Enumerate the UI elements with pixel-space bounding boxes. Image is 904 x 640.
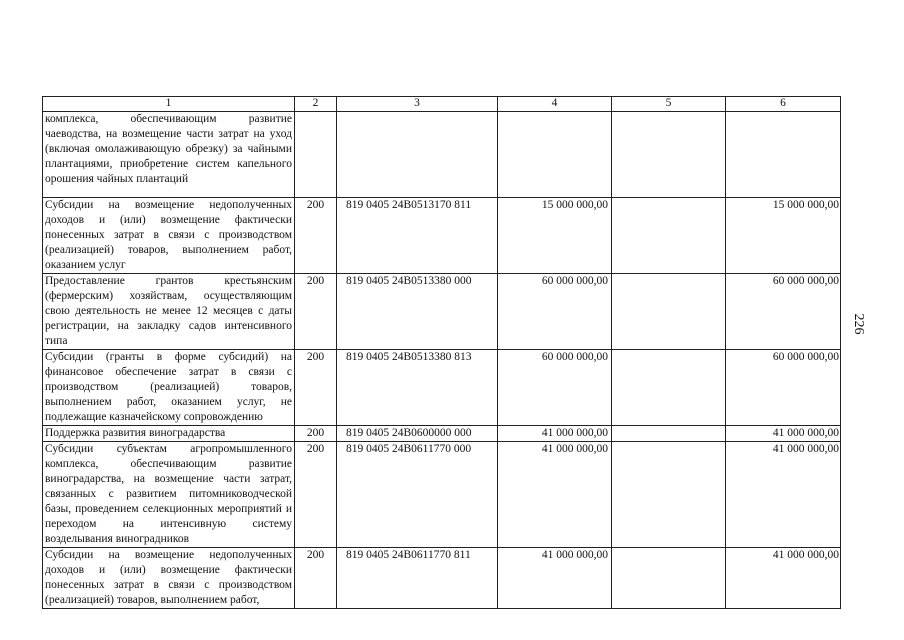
row-amount-col6: 41 000 000,00 (726, 426, 841, 442)
row-amount-col4: 41 000 000,00 (498, 426, 612, 442)
col-header-4: 4 (498, 97, 612, 112)
table-row (43, 350, 841, 426)
table-row (43, 112, 841, 198)
row-description: Субсидии на возмещение недополученных доходов и (или) возмещение фактически понесенных затрат в связи с производством (реализацией) товаров, выполнением работ, (43, 548, 295, 609)
row-code: 200 (295, 198, 337, 274)
row-amount-col4: 60 000 000,00 (498, 274, 612, 350)
row-classification: 819 0405 24В0513170 811 (337, 198, 498, 274)
row-classification (337, 112, 498, 198)
row-amount-col5 (612, 198, 726, 274)
table-row (43, 442, 841, 548)
row-amount-col6 (726, 112, 841, 198)
column-number-row (43, 97, 841, 112)
row-amount-col6: 15 000 000,00 (726, 198, 841, 274)
row-classification: 819 0405 24В0611770 811 (337, 548, 498, 609)
row-description: Субсидии на возмещение недополученных доходов и (или) возмещение фактически понесенных затрат в связи с производством (реализацией) товаров, выполнением работ, оказанием услуг (43, 198, 295, 274)
row-amount-col5 (612, 350, 726, 426)
row-description: Предоставление грантов крестьянским (фермерским) хозяйствам, осуществляющим свою деятельность не менее 12 месяцев с даты регистрации, на закладку садов интенсивного типа (43, 274, 295, 350)
table-row (43, 198, 841, 274)
row-amount-col5 (612, 442, 726, 548)
row-amount-col5 (612, 426, 726, 442)
budget-table-page (42, 96, 840, 609)
row-description: Субсидии (гранты в форме субсидий) на финансовое обеспечение затрат в связи с производством (реализацией) товаров, выполнением работ, оказанием услуг, не подлежащие казначейскому сопровождению (43, 350, 295, 426)
row-code (295, 112, 337, 198)
row-amount-col6: 60 000 000,00 (726, 350, 841, 426)
row-code: 200 (295, 548, 337, 609)
col-header-5: 5 (612, 97, 726, 112)
table-row (43, 548, 841, 609)
col-header-1: 1 (43, 97, 295, 112)
row-amount-col6: 41 000 000,00 (726, 442, 841, 548)
row-amount-col4: 60 000 000,00 (498, 350, 612, 426)
row-amount-col6: 41 000 000,00 (726, 548, 841, 609)
row-code: 200 (295, 350, 337, 426)
row-description: Субсидии субъектам агропромышленного комплекса, обеспечивающим развитие виноградарства, на возмещение части затрат, связанных с развитием питомниководческой базы, проведением селекционных мероприятий и переходом на интенсивную систему возделывания виноградников (43, 442, 295, 548)
col-header-3: 3 (337, 97, 498, 112)
row-classification: 819 0405 24В0611770 000 (337, 442, 498, 548)
page-number: 226 (851, 313, 866, 335)
row-code: 200 (295, 426, 337, 442)
row-code: 200 (295, 442, 337, 548)
row-classification: 819 0405 24В0600000 000 (337, 426, 498, 442)
table-row (43, 274, 841, 350)
col-header-2: 2 (295, 97, 337, 112)
table-row (43, 426, 841, 442)
row-amount-col5 (612, 274, 726, 350)
row-description: комплекса, обеспечивающим развитие чаеводства, на возмещение части затрат на уход (включая омолаживающую обрезку) за чайными плантациями, приобретение систем капельного орошения чайных плантаций (43, 112, 295, 198)
row-classification: 819 0405 24В0513380 000 (337, 274, 498, 350)
row-amount-col4 (498, 112, 612, 198)
row-description: Поддержка развития виноградарства (43, 426, 295, 442)
col-header-6: 6 (726, 97, 841, 112)
row-amount-col6: 60 000 000,00 (726, 274, 841, 350)
row-amount-col4: 41 000 000,00 (498, 548, 612, 609)
row-amount-col5 (612, 548, 726, 609)
row-code: 200 (295, 274, 337, 350)
budget-table (42, 96, 841, 609)
row-amount-col4: 15 000 000,00 (498, 198, 612, 274)
row-classification: 819 0405 24В0513380 813 (337, 350, 498, 426)
row-amount-col5 (612, 112, 726, 198)
row-amount-col4: 41 000 000,00 (498, 442, 612, 548)
